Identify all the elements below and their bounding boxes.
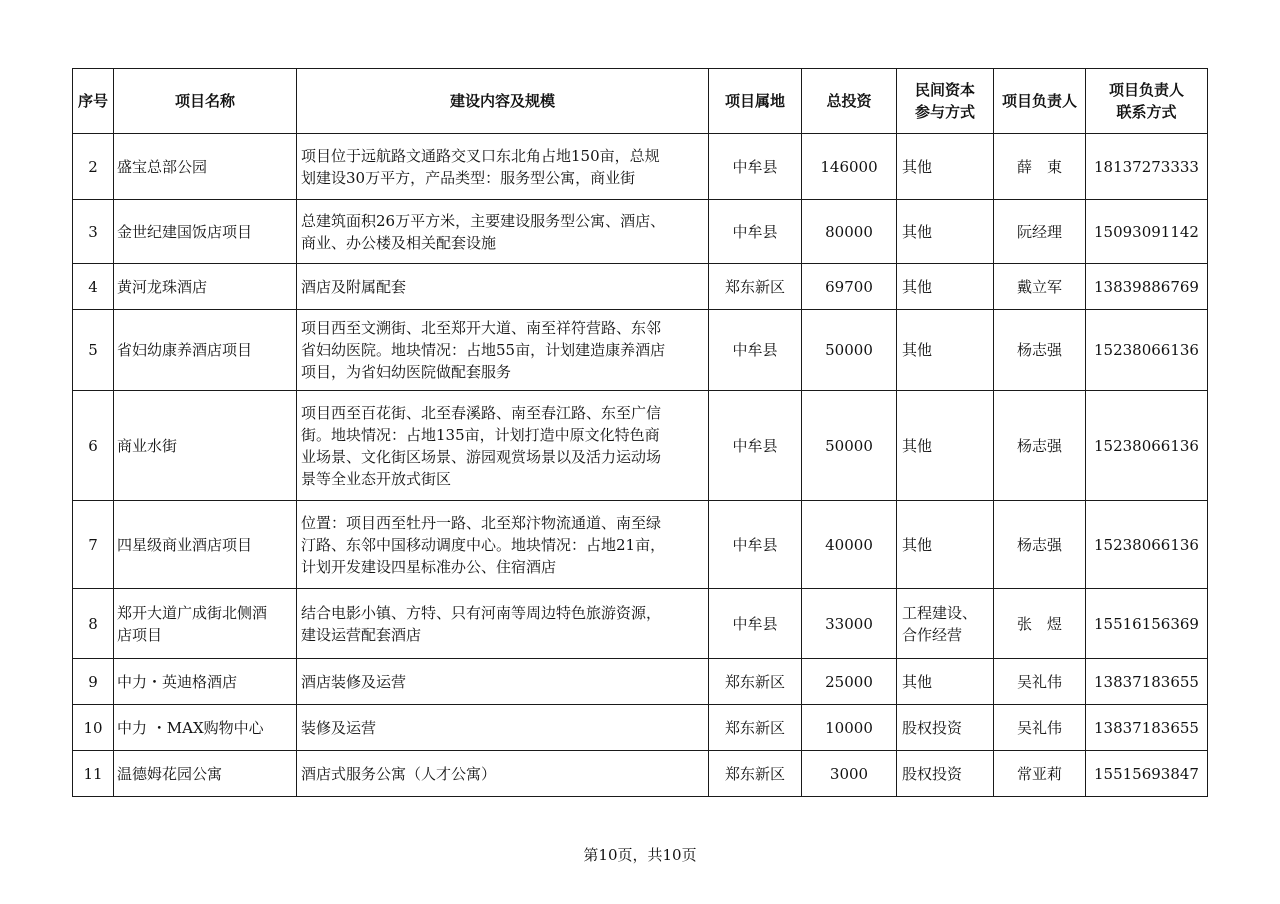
leader-phone: 15515693847 — [1086, 751, 1208, 797]
project-name-line: 郑开大道广成街北侧酒 — [117, 603, 268, 622]
project-description-line: 酒店式服务公寓（人才公寓） — [301, 764, 497, 783]
row-number: 7 — [73, 501, 114, 589]
table-row — [73, 264, 1208, 310]
project-name-line: 盛宝总部公园 — [117, 157, 208, 176]
project-leader: 吴礼伟 — [994, 705, 1086, 751]
capital-mode — [897, 659, 994, 705]
project-leader: 阮经理 — [994, 200, 1086, 264]
project-location: 中牟县 — [709, 200, 802, 264]
project-description — [297, 200, 709, 264]
table-row — [73, 659, 1208, 705]
project-name — [114, 134, 297, 200]
header-capital-mode-line1: 民间资本 — [914, 81, 975, 99]
capital-mode — [897, 391, 994, 501]
leader-phone: 15238066136 — [1086, 501, 1208, 589]
leader-phone: 18137273333 — [1086, 134, 1208, 200]
project-description-line: 街。地块情况：占地135亩，计划打造中原文化特色商 — [301, 425, 660, 444]
project-description-line: 项目位于远航路文通路交叉口东北角占地150亩，总规 — [301, 146, 660, 165]
header-contact — [1086, 69, 1208, 134]
capital-mode-line: 其他 — [902, 341, 933, 359]
leader-phone: 13837183655 — [1086, 659, 1208, 705]
capital-mode — [897, 751, 994, 797]
total-investment: 25000 — [802, 659, 897, 705]
project-description — [297, 310, 709, 391]
capital-mode-line: 其他 — [902, 157, 933, 176]
project-location: 郑东新区 — [709, 264, 802, 310]
project-location: 中牟县 — [709, 391, 802, 501]
project-description-line: 装修及运营 — [301, 718, 377, 737]
leader-phone: 13839886769 — [1086, 264, 1208, 310]
project-leader: 杨志强 — [994, 310, 1086, 391]
total-investment: 146000 — [802, 134, 897, 200]
project-leader: 戴立军 — [994, 264, 1086, 310]
table-body — [73, 134, 1208, 797]
row-number: 9 — [73, 659, 114, 705]
total-investment: 3000 — [802, 751, 897, 797]
header-contact-line1: 项目负责人 — [1108, 81, 1184, 99]
project-name-line: 金世纪建国饭店项目 — [117, 222, 253, 241]
project-name — [114, 310, 297, 391]
project-description-line: 总建筑面积26万平方米，主要建设服务型公寓、酒店、 — [301, 211, 666, 230]
project-description — [297, 501, 709, 589]
leader-phone: 15238066136 — [1086, 391, 1208, 501]
row-number: 8 — [73, 589, 114, 659]
row-number: 4 — [73, 264, 114, 310]
project-description-line: 酒店装修及运营 — [301, 672, 407, 691]
capital-mode — [897, 200, 994, 264]
project-leader: 薛 東 — [994, 134, 1086, 200]
capital-mode-line: 股权投资 — [902, 764, 963, 783]
table-row — [73, 200, 1208, 264]
leader-phone: 15238066136 — [1086, 310, 1208, 391]
capital-mode-line: 合作经营 — [902, 625, 963, 644]
header-leader: 项目负责人 — [994, 69, 1086, 134]
project-description-line: 酒店及附属配套 — [301, 277, 407, 296]
project-description-line: 景等全业态开放式街区 — [301, 469, 452, 488]
header-capital-mode-line2: 参与方式 — [914, 103, 975, 121]
project-name-line: 温德姆花园公寓 — [117, 764, 223, 783]
leader-phone: 15093091142 — [1086, 200, 1208, 264]
project-name — [114, 501, 297, 589]
project-name — [114, 264, 297, 310]
project-name — [114, 751, 297, 797]
project-description-line: 项目西至百花街、北至春溪路、南至春江路、东至广信 — [301, 403, 662, 422]
capital-mode — [897, 501, 994, 589]
project-name — [114, 391, 297, 501]
project-description-line: 计划开发建设四星标准办公、住宿酒店 — [301, 557, 557, 576]
project-description — [297, 705, 709, 751]
project-description — [297, 659, 709, 705]
project-description — [297, 264, 709, 310]
project-name-line: 省妇幼康养酒店项目 — [117, 341, 253, 359]
table-row — [73, 310, 1208, 391]
project-leader: 吴礼伟 — [994, 659, 1086, 705]
total-investment: 40000 — [802, 501, 897, 589]
project-name — [114, 705, 297, 751]
row-number: 10 — [73, 705, 114, 751]
total-investment: 10000 — [802, 705, 897, 751]
leader-phone: 15516156369 — [1086, 589, 1208, 659]
project-location: 郑东新区 — [709, 659, 802, 705]
project-name — [114, 659, 297, 705]
row-number: 2 — [73, 134, 114, 200]
table-row — [73, 751, 1208, 797]
capital-mode-line: 其他 — [902, 222, 933, 241]
capital-mode-line: 其他 — [902, 672, 933, 691]
table-row — [73, 501, 1208, 589]
project-description-line: 省妇幼医院。地块情况：占地55亩，计划建造康养酒店 — [301, 341, 666, 359]
capital-mode — [897, 310, 994, 391]
table-row — [73, 134, 1208, 200]
project-name-line: 店项目 — [117, 625, 163, 644]
project-leader: 杨志强 — [994, 391, 1086, 501]
header-name: 项目名称 — [114, 69, 297, 134]
project-table — [72, 68, 1208, 797]
row-number: 3 — [73, 200, 114, 264]
capital-mode — [897, 264, 994, 310]
project-description — [297, 134, 709, 200]
project-name — [114, 200, 297, 264]
table-row — [73, 705, 1208, 751]
project-description-line: 建设运营配套酒店 — [301, 625, 422, 644]
project-name — [114, 589, 297, 659]
capital-mode — [897, 134, 994, 200]
header-location: 项目属地 — [709, 69, 802, 134]
leader-phone: 13837183655 — [1086, 705, 1208, 751]
header-no: 序号 — [73, 69, 114, 134]
capital-mode — [897, 589, 994, 659]
project-location: 郑东新区 — [709, 751, 802, 797]
project-description — [297, 391, 709, 501]
project-name-line: 中力・英迪格酒店 — [117, 672, 238, 691]
project-description-line: 划建设30万平方，产品类型：服务型公寓，商业街 — [301, 168, 636, 187]
project-name-line: 中力 ・MAX购物中心 — [117, 718, 264, 737]
project-leader: 张 煜 — [994, 589, 1086, 659]
capital-mode — [897, 705, 994, 751]
project-leader: 常亚莉 — [994, 751, 1086, 797]
capital-mode-line: 股权投资 — [902, 718, 963, 737]
total-investment: 80000 — [802, 200, 897, 264]
header-contact-line2: 联系方式 — [1116, 103, 1177, 121]
capital-mode-line: 其他 — [902, 535, 933, 554]
row-number: 6 — [73, 391, 114, 501]
header-capital-mode — [897, 69, 994, 134]
project-description-line: 结合电影小镇、方特、只有河南等周边特色旅游资源， — [301, 603, 662, 622]
total-investment: 33000 — [802, 589, 897, 659]
table-header-row — [73, 69, 1208, 134]
project-description-line: 项目，为省妇幼医院做配套服务 — [301, 363, 512, 381]
project-name-line: 商业水街 — [117, 436, 178, 455]
total-investment: 50000 — [802, 391, 897, 501]
capital-mode-line: 其他 — [902, 436, 933, 455]
total-investment: 69700 — [802, 264, 897, 310]
page-footer: 第10页，共10页 — [583, 846, 697, 864]
project-description — [297, 589, 709, 659]
project-location: 中牟县 — [709, 310, 802, 391]
row-number: 5 — [73, 310, 114, 391]
project-location: 中牟县 — [709, 589, 802, 659]
project-name-line: 黄河龙珠酒店 — [117, 277, 208, 296]
project-location: 中牟县 — [709, 134, 802, 200]
project-location: 中牟县 — [709, 501, 802, 589]
table-row — [73, 589, 1208, 659]
project-leader: 杨志强 — [994, 501, 1086, 589]
project-name-line: 四星级商业酒店项目 — [117, 535, 253, 554]
project-description-line: 项目西至文溯街、北至郑开大道、南至祥符营路、东邻 — [301, 319, 662, 337]
project-description-line: 位置：项目西至牡丹一路、北至郑汴物流通道、南至绿 — [301, 513, 662, 532]
table-row — [73, 391, 1208, 501]
project-location: 郑东新区 — [709, 705, 802, 751]
row-number: 11 — [73, 751, 114, 797]
capital-mode-line: 其他 — [902, 277, 933, 296]
project-description-line: 汀路、东邻中国移动调度中心。地块情况：占地21亩， — [301, 535, 666, 554]
capital-mode-line: 工程建设、 — [902, 603, 978, 622]
header-content: 建设内容及规模 — [297, 69, 709, 134]
project-description — [297, 751, 709, 797]
project-description-line: 商业、办公楼及相关配套设施 — [301, 233, 497, 252]
total-investment: 50000 — [802, 310, 897, 391]
project-description-line: 业场景、文化街区场景、游园观赏场景以及活力运动场 — [301, 447, 662, 466]
header-investment: 总投资 — [802, 69, 897, 134]
